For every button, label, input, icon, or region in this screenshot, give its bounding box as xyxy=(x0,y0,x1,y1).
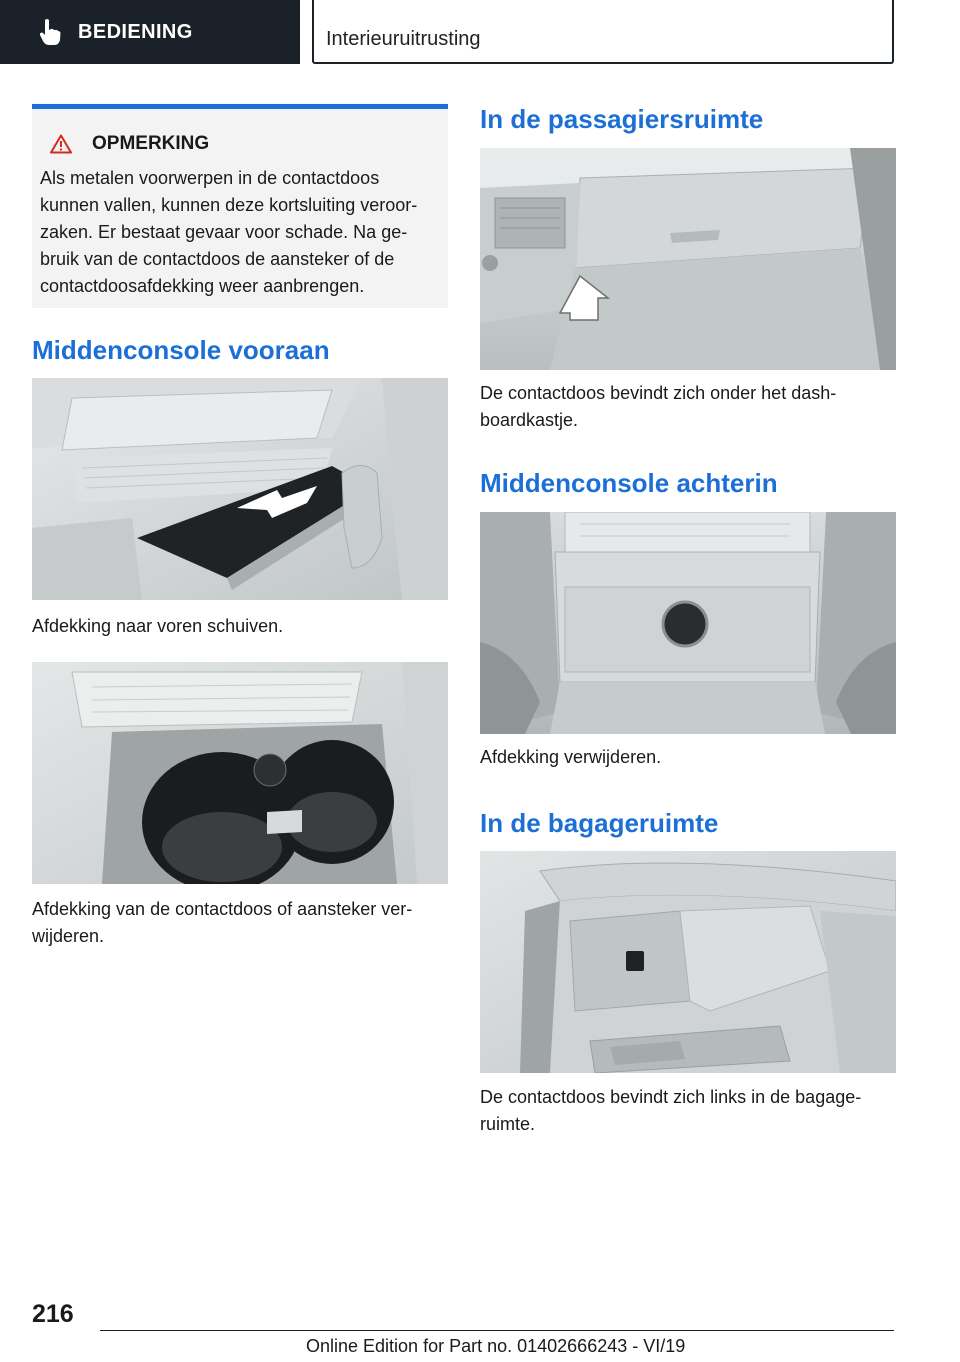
caption-line: ruimte. xyxy=(480,1114,536,1134)
photo-front-console-cupholders xyxy=(32,662,448,884)
note-title: OPMERKING xyxy=(92,133,210,154)
caption-line: wijderen. xyxy=(32,926,105,946)
header-chapter-box xyxy=(312,0,894,64)
warning-triangle-icon xyxy=(50,134,72,154)
heading-bagageruimte: In de bagageruimte xyxy=(480,808,719,838)
caption-front-console-1: Afdekking naar voren schuiven. xyxy=(32,616,284,636)
caption-front-console-2 xyxy=(32,896,412,950)
photo-front-console-cover xyxy=(32,378,448,600)
footer-edition: Online Edition for Part no. 01402666243 - VI/19 xyxy=(306,1336,686,1356)
note-line: contactdoosafdekking weer aanbrengen. xyxy=(40,276,365,296)
note-header xyxy=(40,133,209,155)
footer-rule xyxy=(100,1330,894,1331)
caption-luggage xyxy=(480,1084,861,1138)
page-number: 216 xyxy=(32,1300,74,1328)
photo-luggage-compartment xyxy=(480,851,896,1073)
caption-line: De contactdoos bevindt zich onder het dash- xyxy=(480,383,837,403)
heading-middenconsole-achterin: Middenconsole achterin xyxy=(480,468,778,498)
caption-line: De contactdoos bevindt zich links in de bagage- xyxy=(480,1087,862,1107)
heading-middenconsole-vooraan: Middenconsole vooraan xyxy=(32,335,330,365)
note-line: Als metalen voorwerpen in de contactdoos xyxy=(40,168,380,188)
header-section-title: BEDIENING xyxy=(78,20,193,43)
header-section-tab xyxy=(0,0,300,64)
note-body xyxy=(40,165,440,300)
caption-line: Afdekking van de contactdoos of aansteker ver- xyxy=(32,899,413,919)
caption-passenger xyxy=(480,380,836,434)
photo-passenger-footwell xyxy=(480,148,896,370)
heading-passagiersruimte: In de passagiersruimte xyxy=(480,104,764,134)
note-line: bruik van de contactdoos de aansteker of de xyxy=(40,249,395,269)
photo-rear-console xyxy=(480,512,896,734)
caption-line: boardkastje. xyxy=(480,410,579,430)
pointing-hand-icon xyxy=(38,18,62,46)
note-line: zaken. Er bestaat gevaar voor schade. Na ge- xyxy=(40,222,408,242)
caption-rear-console: Afdekking verwijderen. xyxy=(480,747,662,767)
note-line: kunnen vallen, kunnen deze kortsluiting veroor- xyxy=(40,195,418,215)
header-chapter-title: Interieuruitrusting xyxy=(326,28,481,50)
note-box xyxy=(32,104,448,308)
